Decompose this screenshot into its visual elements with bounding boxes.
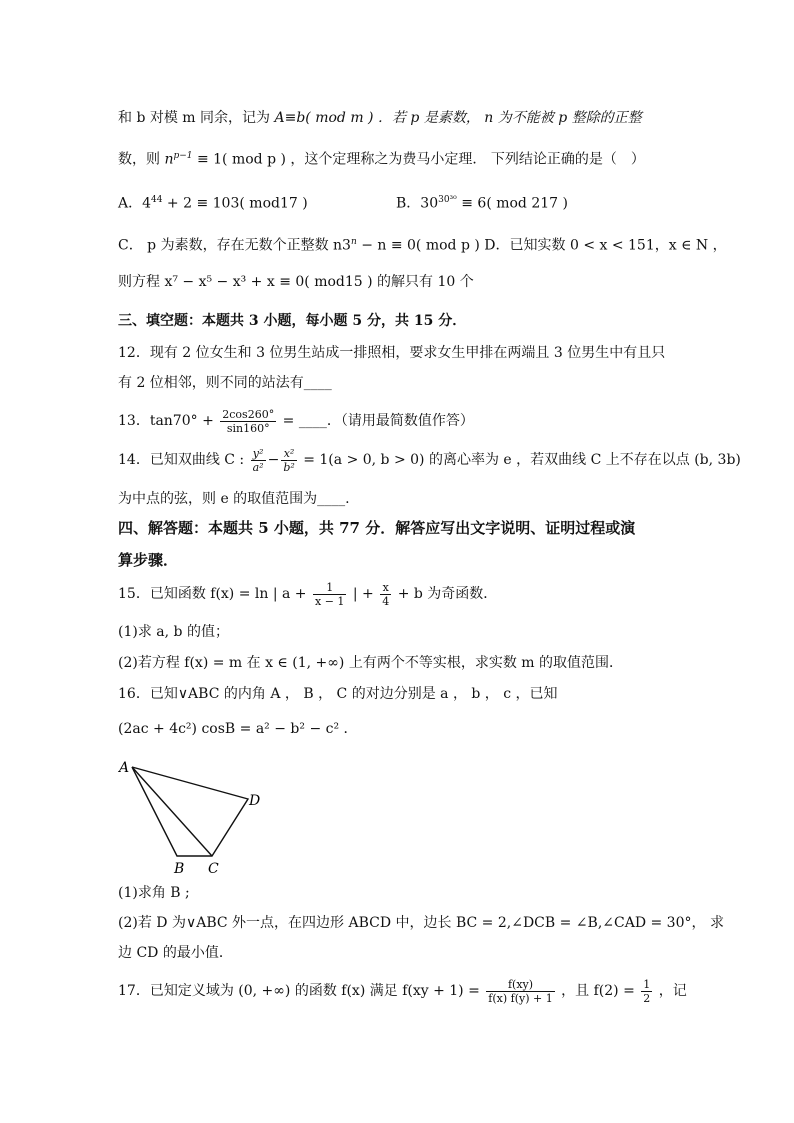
option-b bbox=[396, 190, 568, 214]
q17-text-mid: ，且 f(2) = bbox=[561, 983, 635, 999]
q16-part-3: 边 CD 的最小值． bbox=[118, 945, 233, 961]
q15-den-2: 4 bbox=[382, 594, 390, 608]
q15-text: 15．已知函数 f(x) = ln | a + bbox=[118, 586, 307, 602]
q15 bbox=[118, 576, 497, 612]
q14-minus: − bbox=[267, 452, 280, 468]
intro-line-1 bbox=[118, 108, 642, 128]
option-b-text: B．30 bbox=[396, 195, 439, 212]
q16-line-1: 16．已知∨ABC 的内角 A ， B ， C 的对边分别是 a ， b ， c ，已知 bbox=[118, 686, 558, 702]
section-4-title-1: 四、解答题：本题共 5 小题，共 77 分．解答应写出文字说明、证明过程或演 bbox=[118, 519, 636, 537]
q15-num-2: x bbox=[380, 581, 391, 595]
q14-line-2: 为中点的弦，则 e 的取值范围为____. bbox=[118, 491, 350, 507]
intro-text: ≡ 1( mod p ) ，这个定理称之为费马小定理． 下列结论正确的是（ ） bbox=[196, 151, 645, 168]
q14-fraction-2 bbox=[281, 447, 296, 474]
q15-den-1: x − 1 bbox=[315, 594, 345, 608]
intro-text: A≡b( mod m ) ．若 p 是素数， n 为不能被 p 整除的正整 bbox=[274, 110, 642, 126]
option-a-rest: + 2 ≡ 103( mod17 ) bbox=[162, 195, 308, 212]
q17-num-1: f(xy) bbox=[486, 978, 554, 992]
q15-part-1: (1)求 a, b 的值； bbox=[118, 624, 229, 640]
option-c-d bbox=[118, 232, 727, 256]
q13 bbox=[118, 403, 474, 439]
q16-line-2: (2ac + 4c²) cosB = a² − b² − c² ． bbox=[118, 721, 358, 737]
q14-fraction-1 bbox=[251, 447, 266, 474]
option-d-text: 则方程 x⁷ − x⁵ − x³ + x ≡ 0( mod15 ) 的解只有 10 个 bbox=[118, 274, 474, 290]
math-n: n bbox=[164, 151, 174, 168]
quadrilateral-figure bbox=[112, 752, 282, 876]
option-a-text: A．4 bbox=[118, 195, 152, 212]
q13-denominator: sin160° bbox=[226, 421, 270, 435]
q17-text-end: ，记 bbox=[658, 983, 687, 999]
q12-line-1: 12．现有 2 位女生和 3 位男生站成一排照相，要求女生甲排在两端且 3 位男生中有且只 bbox=[118, 345, 666, 361]
q17 bbox=[118, 973, 687, 1009]
section-4-title-2: 算步骤． bbox=[118, 551, 179, 569]
q13-text: 13．tan70° + bbox=[118, 413, 214, 429]
q14-num-2: x² bbox=[281, 447, 296, 461]
q14-num-1: y² bbox=[251, 447, 266, 461]
intro-line-2 bbox=[118, 146, 645, 170]
vertex-label-c: C bbox=[208, 861, 219, 876]
option-a-exponent: 44 bbox=[151, 195, 163, 205]
option-d-line-2 bbox=[118, 272, 474, 292]
q15-num-1: 1 bbox=[313, 581, 346, 595]
q17-text: 17．已知定义域为 (0, +∞) 的函数 f(x) 满足 f(xy + 1) = bbox=[118, 983, 480, 999]
option-c-text: C． p 为素数，存在无数个正整数 n3 bbox=[118, 237, 351, 254]
q17-num-2: 1 bbox=[643, 977, 651, 991]
q13-text-end: = ____．（请用最简数值作答） bbox=[282, 413, 474, 429]
option-a bbox=[118, 190, 308, 214]
figure-diagonal-ac bbox=[132, 767, 212, 856]
intro-text: 数，则 bbox=[118, 151, 160, 168]
vertex-label-b: B bbox=[174, 861, 185, 876]
q13-fraction bbox=[220, 408, 276, 435]
q13-numerator: 2cos260° bbox=[222, 407, 275, 421]
vertex-label-d: D bbox=[249, 793, 261, 809]
math-exponent: p−1 bbox=[173, 151, 193, 161]
q14-text: 14．已知双曲线 C : bbox=[118, 452, 245, 468]
q15-text-end: + b 为奇函数． bbox=[397, 586, 498, 602]
option-c-rest: − n ≡ 0( mod p ) D．已知实数 0 < x < 151，x ∈ N ， bbox=[356, 237, 727, 254]
section-3-title: 三、填空题：本题共 3 小题，每小题 5 分，共 15 分． bbox=[118, 313, 467, 329]
q17-fraction-1 bbox=[486, 978, 554, 1005]
q12-line-2: 有 2 位相邻，则不同的站法有____ bbox=[118, 375, 332, 391]
q16-part-1: (1)求角 B ; bbox=[118, 885, 190, 901]
q17-den-2: 2 bbox=[643, 991, 651, 1005]
figure-edges bbox=[132, 767, 248, 856]
q17-fraction-2 bbox=[641, 978, 652, 1005]
q15-fraction-2 bbox=[380, 581, 391, 608]
option-b-rest: ≡ 6( mod 217 ) bbox=[456, 195, 568, 212]
option-b-exponent: 30³⁰ bbox=[438, 195, 457, 205]
q15-part-2: (2)若方程 f(x) = m 在 x ∈ (1, +∞) 上有两个不等实根，求实数 m 的取值范围． bbox=[118, 655, 623, 671]
q14-den-2: b² bbox=[283, 460, 295, 474]
q14-den-1: a² bbox=[252, 460, 264, 474]
intro-text: 和 b 对模 m 同余，记为 bbox=[118, 110, 271, 126]
q16-part-2: (2)若 D 为∨ABC 外一点，在四边形 ABCD 中，边长 BC = 2,∠DCB = ∠B,∠CAD = 30°， 求 bbox=[118, 915, 724, 931]
q14-line-1 bbox=[118, 444, 741, 476]
q17-den-1: f(x) f(y) + 1 bbox=[488, 991, 553, 1005]
q15-text-mid: | + bbox=[352, 586, 374, 602]
option-c-exponent: n bbox=[350, 237, 357, 247]
q15-fraction-1 bbox=[313, 581, 346, 608]
q14-text-end: = 1(a > 0, b > 0) 的离心率为 e ，若双曲线 C 上不存在以点 (b, 3b) bbox=[303, 452, 741, 468]
vertex-label-a: A bbox=[119, 760, 130, 776]
